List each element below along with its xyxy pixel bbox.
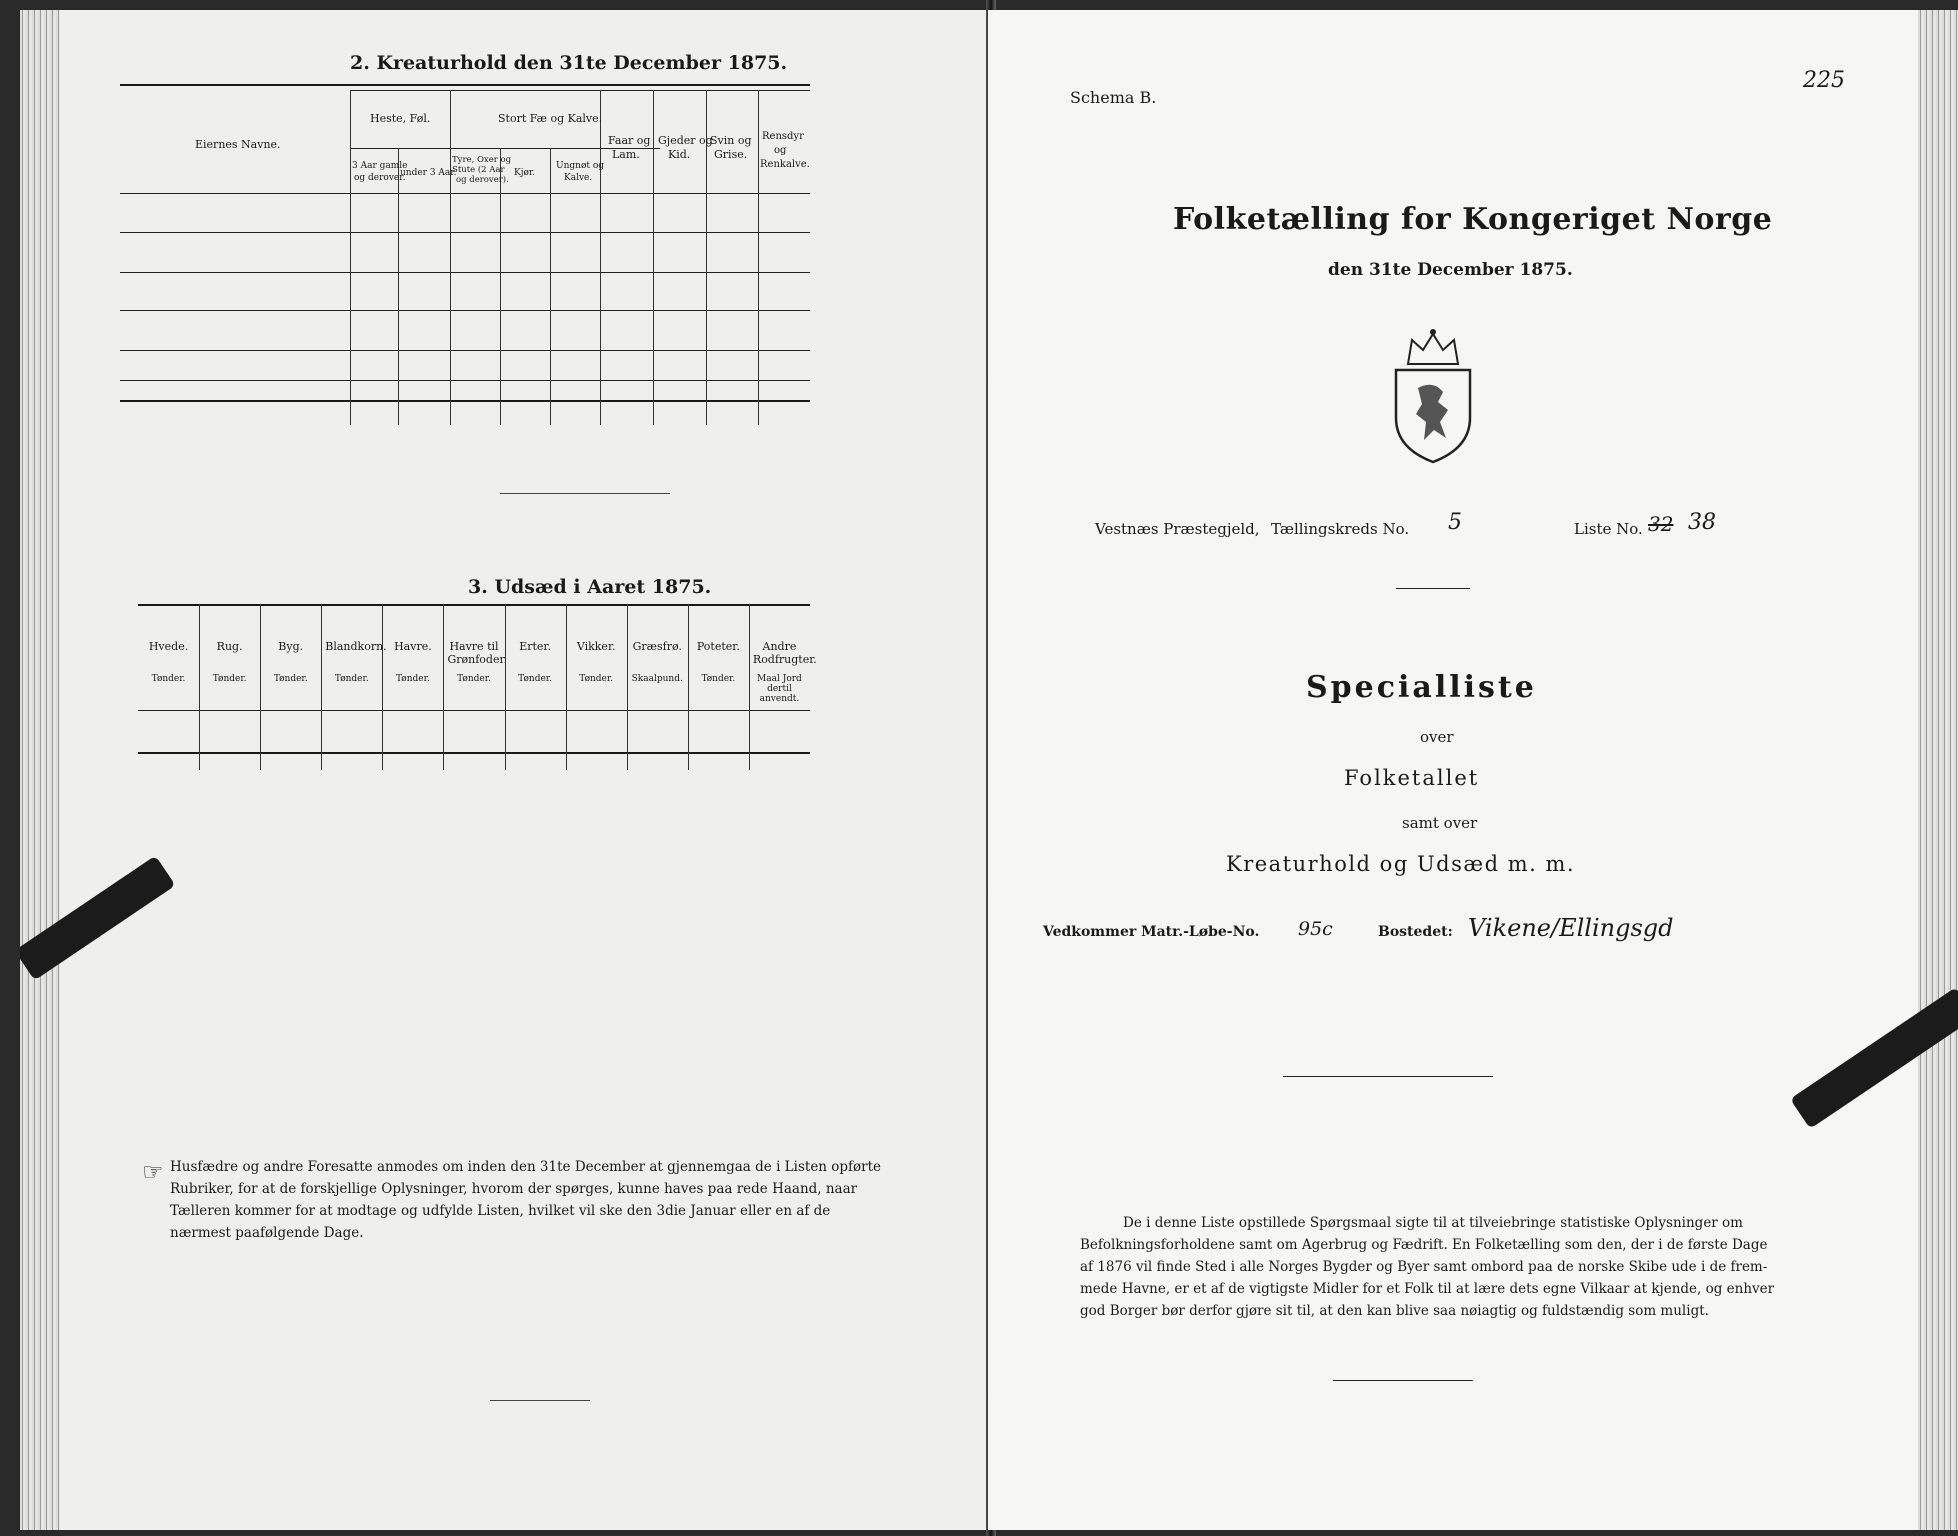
notice-line-3: Tælleren kommer for at modtage og udfylde Listen, hvilket vil ske den 3die Januar eller en af de <box>170 1203 831 1219</box>
col-heste-under: under 3 Aar. <box>400 168 457 178</box>
udsaed-column-unit: Tønder. <box>701 674 736 684</box>
col-ungnot-2: Kalve. <box>564 173 593 183</box>
udsaed-column-unit: Tønder. <box>334 674 369 684</box>
udsaed-column-name: Vikker. <box>576 640 616 653</box>
page-number: 225 <box>1803 68 1845 93</box>
udsaed-column-name: Andre Rodfrugter. <box>752 640 817 666</box>
udsaed-column-unit: Maal Jord dertil anvendt. <box>757 674 802 704</box>
col-faar-1: Faar og <box>608 134 651 147</box>
left-page-edges <box>20 10 60 1530</box>
col-heste-3aar-1: 3 Aar gamle <box>352 161 408 171</box>
udsaed-column-unit: Tønder. <box>151 674 186 684</box>
col-gjeder-2: Kid. <box>668 148 691 161</box>
right-page <box>988 10 1958 1530</box>
col-ungnot-1: Ungnøt og <box>556 161 605 171</box>
left-page <box>20 10 1000 1530</box>
udsaed-column-divider <box>443 604 444 770</box>
folketallet-text: Folketallet <box>1344 766 1480 790</box>
udsaed-column-name: Havre til Grønfoder. <box>447 640 507 666</box>
col-rensdyr-1: Rensdyr <box>762 131 804 142</box>
col-tyre-1: Tyre, Oxer og <box>452 155 512 165</box>
footer-line-1: De i denne Liste opstillede Spørgsmaal sigte til at tilveiebringe statistiske Oplysninger om <box>1123 1215 1743 1231</box>
schema-label: Schema B. <box>1070 88 1157 107</box>
notice-line-2: Rubriker, for at de forskjellige Oplysninger, hvorom der spørges, kunne haves paa rede Haand, naar <box>170 1181 858 1197</box>
matr-label: Vedkommer Matr.-Løbe-No. <box>1043 924 1260 940</box>
section3-heading: 3. Udsæd i Aaret 1875. <box>468 576 712 598</box>
udsaed-column-name: Rug. <box>216 640 243 653</box>
right-page-edges <box>1918 10 1958 1530</box>
udsaed-column-divider <box>382 604 383 770</box>
udsaed-column-name: Hvede. <box>148 640 189 653</box>
list-value-struck: 32 <box>1648 512 1674 536</box>
matr-value: 95c <box>1298 918 1333 940</box>
col-rensdyr-2: og <box>774 145 787 156</box>
pointing-hand-icon: ☞ <box>142 1158 164 1186</box>
samt-over-text: samt over <box>1402 814 1478 832</box>
udsaed-column-unit: Skaalpund. <box>631 674 683 684</box>
parish-label: Vestnæs Præstegjeld, <box>1095 520 1260 538</box>
udsaed-column-divider <box>505 604 506 770</box>
list-label: Liste No. <box>1574 520 1643 538</box>
col-svin-1: Svin og <box>710 134 752 147</box>
udsaed-column-divider <box>566 604 567 770</box>
notice-line-1: Husfædre og andre Foresatte anmodes om inden den 31te December at gjennemgaa de i Listen opførte <box>170 1159 882 1175</box>
col-tyre-3: og derover). <box>456 175 509 185</box>
footer-line-4: mede Havne, er et af de vigtigste Midler for et Folk til at lære dets egne Vilkaar at kjende, og enhver <box>1080 1281 1775 1297</box>
udsaed-column-name: Blandkorn. <box>325 640 387 653</box>
udsaed-column-unit: Tønder. <box>273 674 308 684</box>
col-heste-fol: Heste, Føl. <box>370 112 431 125</box>
udsaed-column-unit: Tønder. <box>212 674 247 684</box>
col-rensdyr-3: Renkalve. <box>760 159 810 170</box>
col-heste-3aar-2: og derover. <box>354 173 406 183</box>
footer-line-3: af 1876 vil finde Sted i alle Norges Bygder og Byer samt ombord paa de norske Skibe ude i de frem- <box>1080 1259 1768 1275</box>
special-title: Specialliste <box>1306 670 1537 705</box>
udsaed-column-name: Havre. <box>394 640 432 653</box>
main-title: Folketælling for Kongeriget Norge <box>1173 202 1773 237</box>
udsaed-column-divider <box>321 604 322 770</box>
bosted-label: Bostedet: <box>1378 924 1453 940</box>
kreaturhold-title: Kreaturhold og Udsæd m. m. <box>1226 852 1576 876</box>
udsaed-column-divider <box>688 604 689 770</box>
district-label: Tællingskreds No. <box>1271 520 1410 538</box>
udsaed-column-divider <box>749 604 750 770</box>
main-date: den 31te December 1875. <box>1328 260 1573 280</box>
udsaed-column-divider <box>627 604 628 770</box>
udsaed-column-unit: Tønder. <box>518 674 552 684</box>
col-svin-2: Grise. <box>714 148 748 161</box>
notice-line-4: nærmest paafølgende Dage. <box>170 1225 364 1241</box>
col-faar-2: Lam. <box>612 148 640 161</box>
bosted-value: Vikene/Ellingsgd <box>1468 914 1674 942</box>
district-value: 5 <box>1448 510 1462 535</box>
udsaed-column-name: Erter. <box>519 640 551 653</box>
col-gjeder-1: Gjeder og <box>658 134 713 147</box>
udsaed-column-unit: Tønder. <box>579 674 614 684</box>
udsaed-column-name: Græsfrø. <box>632 640 682 653</box>
col-kjor: Kjør. <box>514 168 536 178</box>
col-eiernes-navne: Eiernes Navne. <box>195 138 281 151</box>
section2-heading: 2. Kreaturhold den 31te December 1875. <box>350 52 788 74</box>
footer-line-2: Befolkningsforholdene samt om Agerbrug og Fædrift. En Folketælling som den, der i de første Dage <box>1080 1237 1768 1253</box>
udsaed-column-divider <box>199 604 200 770</box>
footer-line-5: god Borger bør derfor gjøre sit til, at den kan blive saa nøiagtig og fuldstændig som muligt. <box>1080 1303 1709 1319</box>
list-value: 38 <box>1688 510 1716 535</box>
col-stort-fae: Stort Fæ og Kalve. <box>498 112 603 125</box>
udsaed-column-name: Poteter. <box>696 640 740 653</box>
udsaed-column-divider <box>260 604 261 770</box>
coat-of-arms-icon <box>1388 326 1478 466</box>
udsaed-column-unit: Tønder. <box>457 674 491 684</box>
udsaed-column-unit: Tønder. <box>396 674 430 684</box>
udsaed-column-name: Byg. <box>278 640 304 653</box>
col-tyre-2: Stute (2 Aar <box>452 165 505 175</box>
over-text-1: over <box>1420 728 1454 746</box>
